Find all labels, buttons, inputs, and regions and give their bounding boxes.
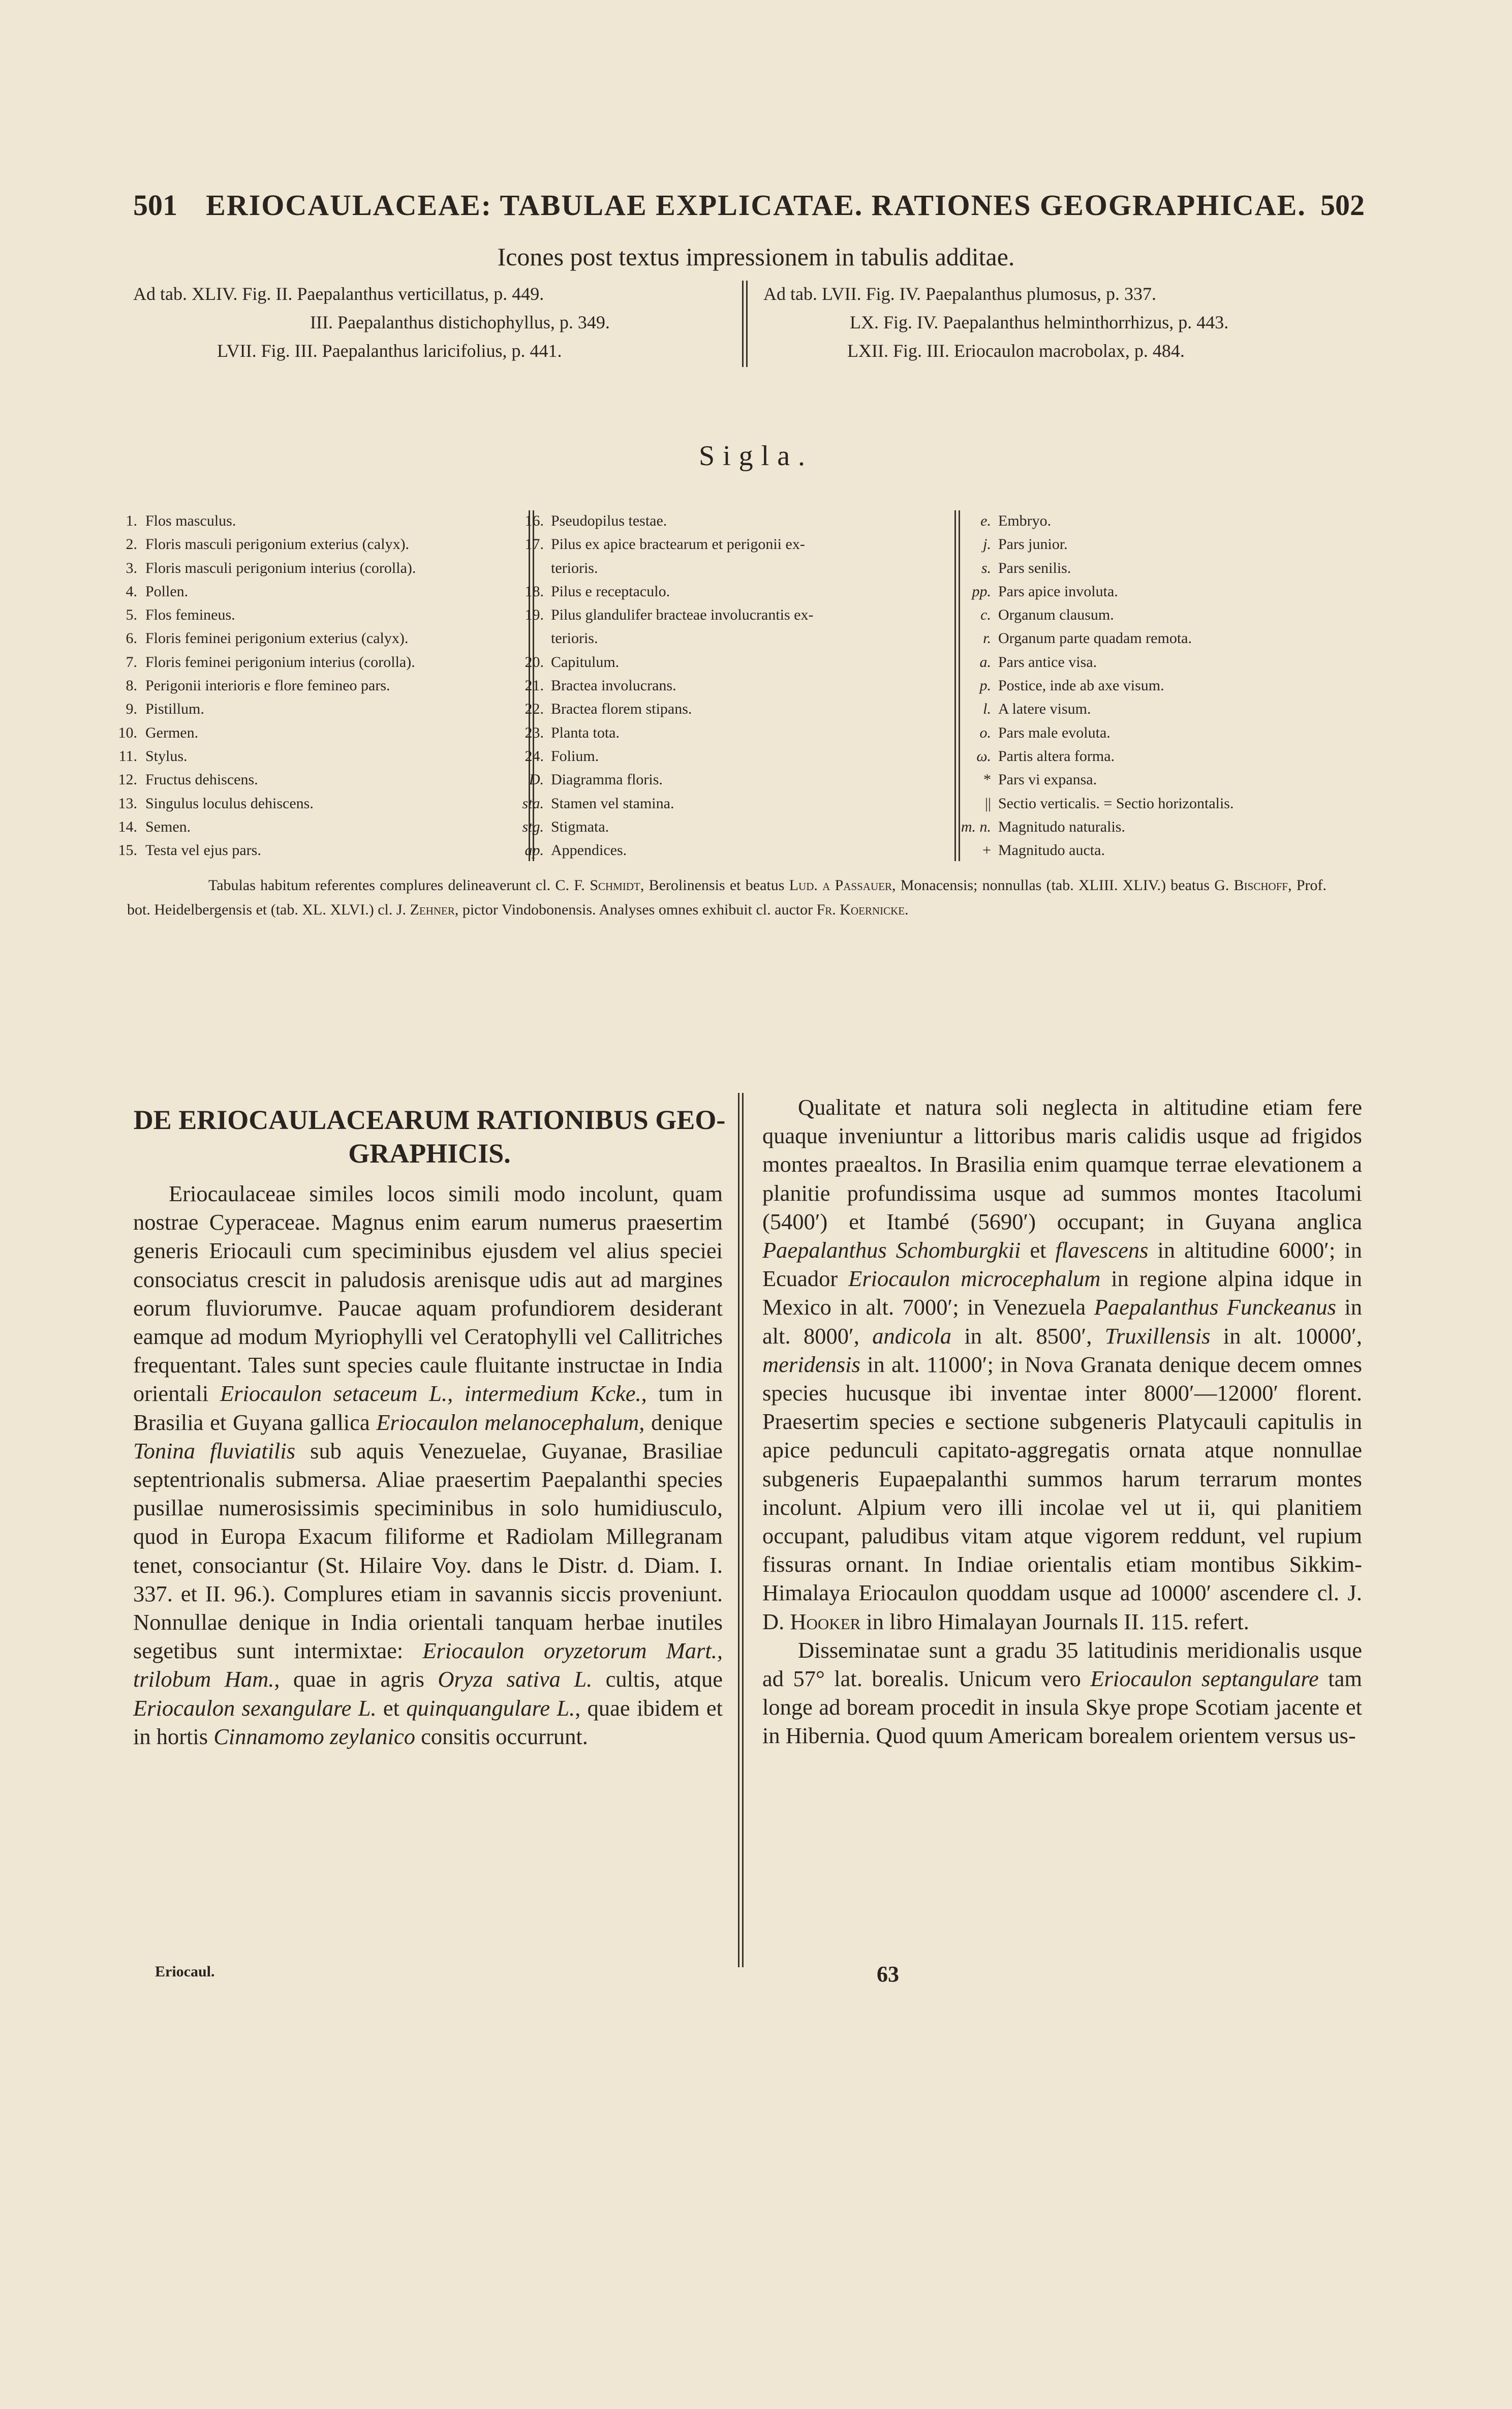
sigla-entry: ω. Partis altera forma.: [976, 747, 1115, 765]
ad-tab-entry: Ad tab. LVII. Fig. IV. Paepalanthus plumosus, p. 337.: [763, 284, 1156, 304]
sigla-entry: j. Pars junior.: [983, 536, 1068, 553]
column-divider: [742, 281, 744, 367]
sigla-entry: 19. Pilus glandulifer bracteae involucrantis ex-: [524, 606, 814, 624]
ad-tab-entry: LXII. Fig. III. Eriocaulon macrobolax, p. 484.: [847, 341, 1185, 361]
sigla-entry: 22. Bractea florem stipans.: [524, 700, 692, 718]
running-header: [0, 188, 1512, 229]
sigla-entry: m. n. Magnitudo naturalis.: [961, 818, 1125, 835]
left-column-text: [133, 1179, 723, 1751]
sigla-entry: D. Diagramma floris.: [529, 771, 663, 788]
paragraph: Disseminatae sunt a gradu 35 latitudinis meridionalis usque ad 57° lat. borealis. Unicum vero Eriocaulon septangulare tam longe ad boream procedit in insula Skye prope Scotiam jacente et in Hibernia. Quod quum Americam borealem orientem versus us-: [762, 1637, 1363, 1749]
sigla-entry: 2. Floris masculi perigonium exterius (calyx).: [126, 536, 410, 553]
paragraph: Qualitate et natura soli neglecta in altitudine etiam fere quaque inveniuntur a littoribus maris calidis usque ad frigidos montes praealtos. In Brasilia enim quamque terrae elevationem a planitie profundissima usque ad summos montes Itacolumi (5400′) et Itambé (5690′) occupant; in Guyana anglica Paepalanthus Schomburgkii et flavescens in altitudine 6000′; in Ecuador Eriocaulon microcephalum in regione alpina idque in Mexico in alt. 7000′; in Venezuela Paepalanthus Funckeanus in alt. 8000′, andicola in alt. 8500′, Truxillensis in alt. 10000′, meridensis in alt. 11000′; in Nova Granata denique decem omnes species hucusque ibi inventae inter 8000′—12000′ florent. Praesertim species e sectione subgeneris Platycauli capitulis in apice pedunculi capitato-aggregatis ornata atque nonnullae subgeneris Eupaepalanthi summos harum terrarum montes incolunt. Alpium vero illi incolae vel ut ii, qui planitiem occupant, paludibus vitam atque vigorem reddunt, vel rupium fissuras ornant. In Indiae orientalis etiam montibus Sikkim-Himalaya Eriocaulon quoddam usque ad 10000′ ascendere cl. J. D. Hooker in libro Himalayan Journals II. 115. refert.: [762, 1094, 1363, 1634]
sigla-entry: 14. Semen.: [118, 818, 191, 835]
column-divider: [742, 1093, 744, 1967]
person-name: Bischoff: [1233, 877, 1288, 894]
sigla-column-1: [102, 509, 518, 862]
sigla-entry: o. Pars male evoluta.: [979, 724, 1110, 741]
page-number-left: 501: [133, 189, 177, 222]
person-name: Fr. Koernicke: [816, 901, 905, 918]
ad-tab-entry: Ad tab. XLIV. Fig. II. Paepalanthus verticillatus, p. 449.: [133, 284, 544, 304]
sigla-entry: e. Embryo.: [980, 512, 1052, 529]
column-divider: [746, 281, 748, 367]
column-divider: [738, 1093, 739, 1967]
right-column-text: [762, 1093, 1362, 1750]
sigla-column-3: [955, 509, 1362, 862]
sigla-entry: terioris.: [551, 630, 598, 647]
sigla-entry: pp. Pars apice involuta.: [972, 583, 1118, 600]
sigla-entry: || Sectio verticalis. = Sectio horizontalis.: [984, 795, 1234, 812]
sigla-entry: 20. Capitulum.: [524, 653, 620, 670]
sigla-entry: 21. Bractea involucrans.: [524, 677, 676, 694]
sigla-entry: 3. Floris masculi perigonium interius (corolla).: [126, 559, 416, 576]
sigla-entry: p. Postice, inde ab axe visum.: [979, 677, 1164, 694]
sigla-entry: 8. Perigonii interioris e flore femineo pars.: [126, 677, 390, 694]
sigla-entry: 10. Germen.: [118, 724, 199, 741]
sigla-entry: 17. Pilus ex apice bractearum et perigonii ex-: [524, 536, 805, 553]
ad-tab-right-list: [763, 280, 1363, 365]
sigla-entry: ap. Appendices.: [524, 842, 627, 859]
sigla-entry: 24. Folium.: [524, 747, 599, 765]
sigla-entry: 16. Pseudopilus testae.: [524, 512, 667, 529]
ad-tab-entry: LX. Fig. IV. Paepalanthus helminthorrhizus, p. 443.: [850, 312, 1229, 332]
sigla-entry: 5. Flos femineus.: [126, 606, 235, 624]
sigla-entry: 15. Testa vel ejus pars.: [118, 842, 261, 859]
sigla-entry: r. Organum parte quadam remota.: [983, 630, 1192, 647]
sigla-entry: 4. Pollen.: [126, 583, 189, 600]
section-heading: DE ERIOCAULACEARUM RATIONIBUS GEO- GRAPHICIS.: [133, 1105, 726, 1169]
ad-tab-left-list: [133, 280, 733, 365]
ad-tab-entry: LVII. Fig. III. Paepalanthus laricifolius, p. 441.: [217, 341, 562, 361]
signature-mark: Eriocaul.: [155, 1963, 215, 1980]
person-name: Lud. a Passauer: [789, 877, 892, 894]
sigla-entry: 7. Floris feminei perigonium interius (corolla).: [126, 653, 415, 670]
sigla-entry: 12. Fructus dehiscens.: [118, 771, 258, 788]
sigla-entry: c. Organum clausum.: [980, 606, 1114, 624]
sigla-entry: 6. Floris feminei perigonium exterius (calyx).: [126, 630, 409, 647]
paragraph: Eriocaulaceae similes locos simili modo incolunt, quam nostrae Cyperaceae. Magnus enim earum numerus praesertim generis Eriocauli cum speciminibus ejusdem vel alius speciei consociatus crescit in paludosis arenisque udis aut ad margines eorum fluviorumve. Paucae aquam profundiorem desiderant eamque ad modum Myriophylli vel Ceratophylli vel Callitriches frequentant. Tales sunt species caule fluitante instructae in India orientali Eriocaulon setaceum L., intermedium Kcke., tum in Brasilia et Guyana gallica Eriocaulon melanocephalum, denique Tonina fluviatilis sub aquis Venezuelae, Guyanae, Brasiliae septentrionalis submersa. Aliae praesertim Paepalanthi species pusillae numerosissimis speciminibus in solo humidiusculo, quod in Europa Exacum filiforme et Radiolam Millegranam tenet, consociantur (St. Hilaire Voy. dans le Distr. d. Diam. I. 337. et II. 96.). Complures etiam in savannis siccis proveniunt. Nonnullae denique in India orientali tanquam herbae inutiles segetibus sunt intermixtae: Eriocaulon oryzetorum Mart., trilobum Ham., quae in agris Oryza sativa L. cultis, atque Eriocaulon sexangulare L. et quinquangulare L., quae ibidem et in hortis Cinnamomo zeylanico consitis occurrunt.: [133, 1181, 723, 1749]
sigla-entry: sta. Stamen vel stamina.: [522, 795, 674, 812]
sigla-entry: 13. Singulus loculus dehiscens.: [118, 795, 314, 812]
page-number-right: 502: [1320, 189, 1365, 222]
running-title: ERIOCAULACEAE: TABULAE EXPLICATAE. RATIONES GEOGRAPHICAE.: [206, 189, 1306, 222]
sigla-entry: stg. Stigmata.: [522, 818, 609, 835]
sigla-entry: 18. Pilus e receptaculo.: [524, 583, 670, 600]
icones-heading: Icones post textus impressionem in tabulis additae.: [497, 242, 1015, 271]
sigla-entry: 11. Stylus.: [118, 747, 188, 765]
sigla-entry: + Magnitudo aucta.: [982, 842, 1105, 859]
sigla-entry: 23. Planta tota.: [524, 724, 620, 741]
sigla-column-2: [508, 509, 950, 862]
ad-tab-entry: III. Paepalanthus distichophyllus, p. 349.: [310, 312, 610, 332]
sigla-entry: terioris.: [551, 559, 598, 576]
sigla-entry: l. A latere visum.: [983, 700, 1091, 718]
sheet-number: 63: [877, 1962, 899, 1987]
sigla-heading: Sigla.: [698, 440, 814, 472]
credits-paragraph: Tabulas habitum referentes complures delineaverunt cl. C. F. Schmidt, Berolinensis et beatus Lud. a Passauer, Monacensis; nonnullas (tab. XLIII. XLIV.) beatus G. Bischoff, Prof. bot. Heidelbergensis et (tab. XL. XLVI.) cl. J. Zehner, pictor Vindobonensis. Analyses omnes exhibuit cl. auctor Fr. Koernicke.: [127, 877, 1327, 918]
sigla-entry: 9. Pistillum.: [126, 700, 204, 718]
sigla-entry: * Pars vi expansa.: [983, 771, 1097, 788]
sigla-entry: a. Pars antice visa.: [979, 653, 1097, 670]
sigla-entry: s. Pars senilis.: [981, 559, 1071, 576]
sigla-entry: 1. Flos masculus.: [126, 512, 236, 529]
person-name: Hooker: [790, 1608, 861, 1634]
person-name: Schmidt: [590, 877, 640, 894]
person-name: Zehner: [410, 901, 455, 918]
